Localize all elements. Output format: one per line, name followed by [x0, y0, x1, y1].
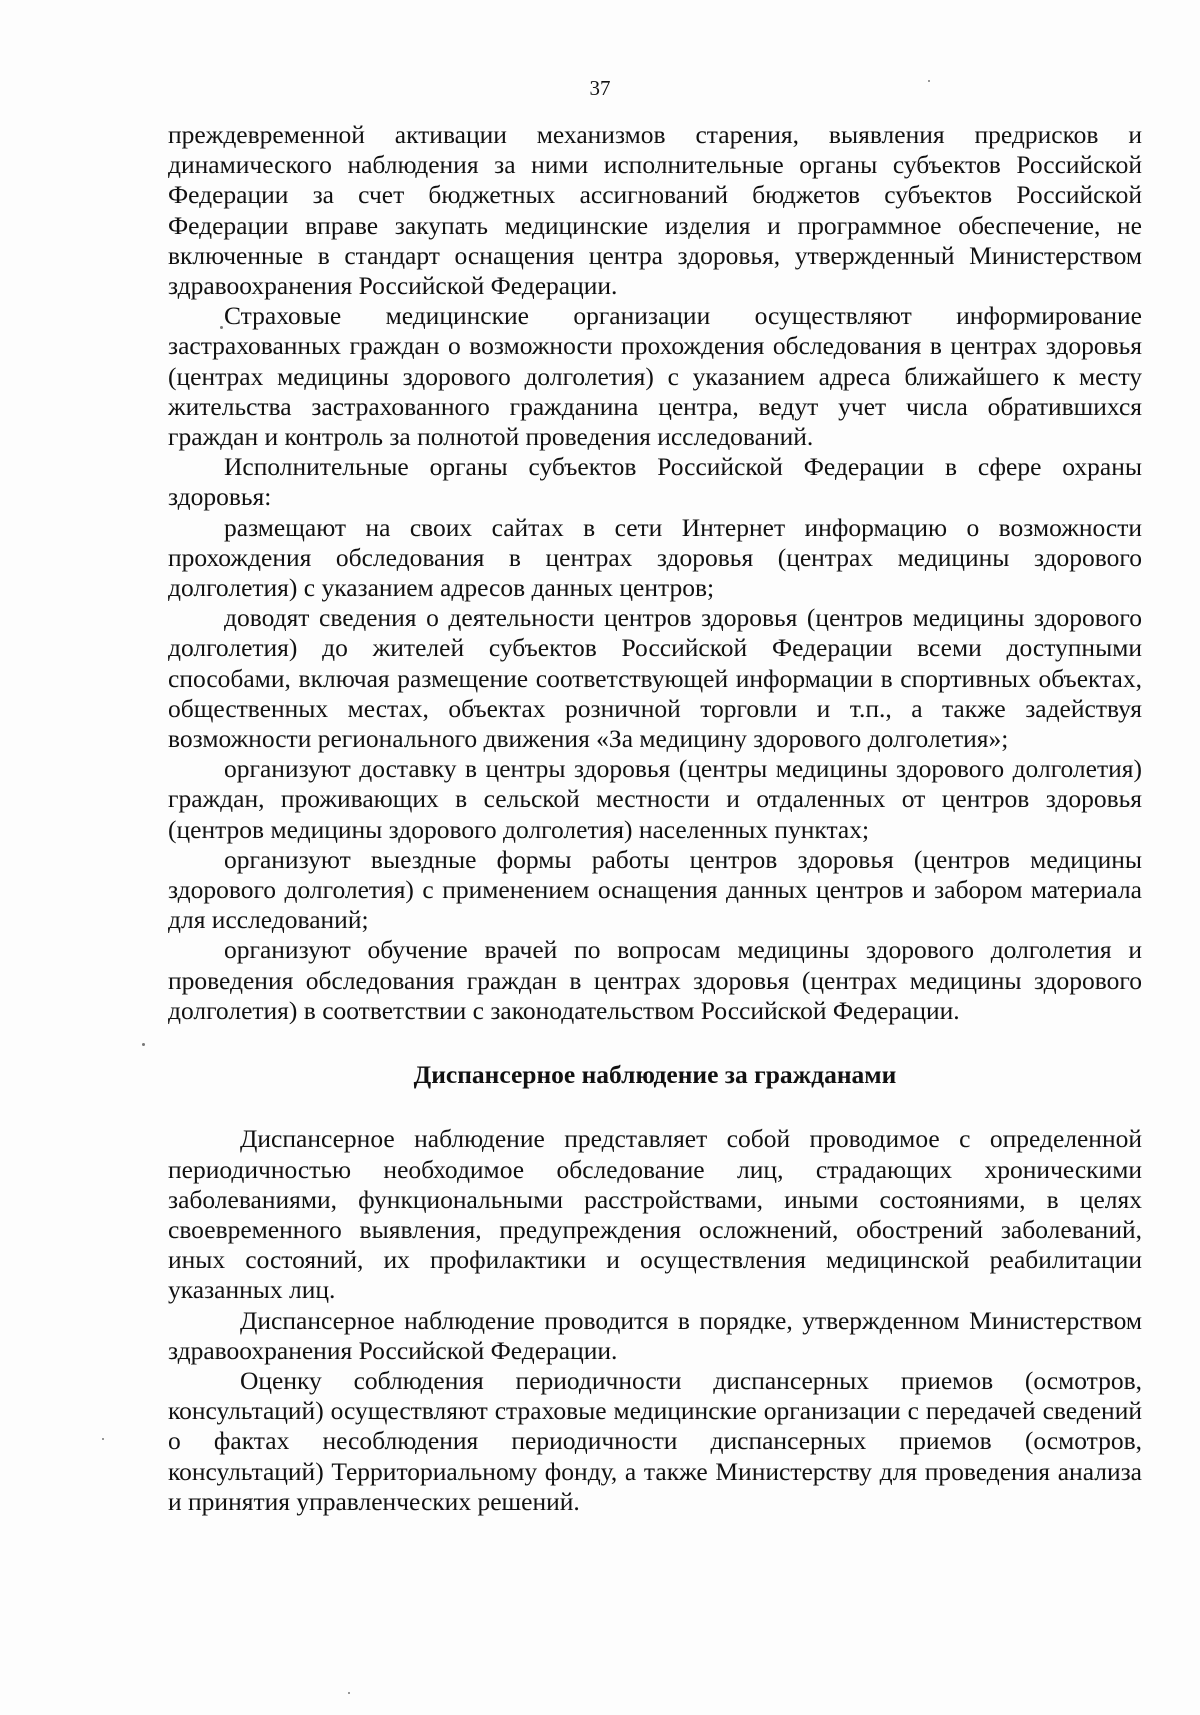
paragraph-insurance-organizations: Страховые медицинские организации осуществляют информирование застрахованных граждан о возможности прохождения обследования в центрах здоровья (центрах медицины здорового долголетия) с указанием адреса ближайшего к месту жительства застрахованного гражданина центра, ведут учет числа обратившихся граждан и контроль за полнотой проведения исследований. — [168, 301, 1142, 452]
scan-speck — [220, 326, 223, 329]
list-item-inform-residents: доводят сведения о деятельности центров здоровья (центров медицины здорового долголетия) до жителей субъектов Российской Федерации всеми доступными способами, включая размещение соответствующей информации в спортивных объектах, общественных местах, объектах розничной торговли и т.п., а также задействуя возможности регионального движения «За медицину здорового долголетия»; — [168, 603, 1142, 754]
paragraph-executive-bodies: Исполнительные органы субъектов Российской Федерации в сфере охраны здоровья: — [168, 452, 1142, 512]
paragraph-dispensary-definition: Диспансерное наблюдение представляет собой проводимое с определенной периодичностью необходимое обследование лиц, страдающих хроническими заболеваниями, функциональными расстройствами, иными состояниями, в целях своевременного выявления, предупреждения осложнений, обострений заболеваний, иных состояний, их профилактики и осуществления медицинской реабилитации указанных лиц. — [168, 1124, 1142, 1305]
scan-speck — [348, 1692, 350, 1694]
section-dispensary — [168, 1124, 1142, 1517]
list-item-mobile-work: организуют выездные формы работы центров здоровья (центров медицины здорового долголетия) с применением оснащения данных центров и забором материала для исследований; — [168, 844, 1142, 935]
scan-speck — [102, 1438, 104, 1440]
document-body — [168, 120, 1142, 1517]
section-heading: Диспансерное наблюдение за гражданами — [413, 1060, 897, 1090]
list-item-websites: размещают на своих сайтах в сети Интернет информацию о возможности прохождения обследования в центрах здоровья (центрах медицины здорового долголетия) с указанием адресов данных центров; — [168, 512, 1142, 603]
paragraph-continuation: преждевременной активации механизмов старения, выявления предрисков и динамического наблюдения за ними исполнительные органы субъектов Российской Федерации за счет бюджетных ассигнований бюджетов субъектов Российской Федерации вправе закупать медицинские изделия и программное обеспечение, не включенные в стандарт оснащения центра здоровья, утвержденный Министерством здравоохранения Российской Федерации. — [168, 120, 1142, 301]
list-item-delivery: организуют доставку в центры здоровья (центры медицины здорового долголетия) граждан, проживающих в сельской местности и отдаленных от центров здоровья (центров медицины здорового долголетия) населенных пунктах; — [168, 754, 1142, 844]
paragraph-dispensary-assessment: Оценку соблюдения периодичности диспансерных приемов (осмотров, консультаций) осуществляют страховые медицинские организации с передачей сведений о фактах несоблюдения периодичности диспансерных приемов (осмотров, консультаций) Территориальному фонду, а также Министерству для проведения анализа и принятия управленческих решений. — [168, 1365, 1142, 1516]
list-item-training: организуют обучение врачей по вопросам медицины здорового долголетия и проведения обследования граждан в центрах здоровья (центрах медицины здорового долголетия) в соответствии с законодательством Российской Федерации. — [168, 935, 1142, 1025]
scan-speck — [928, 80, 930, 82]
scan-speck — [142, 1043, 145, 1046]
paragraph-dispensary-order: Диспансерное наблюдение проводится в порядке, утвержденном Министерством здравоохранения Российской Федерации. — [168, 1305, 1142, 1365]
page-number: 37 — [589, 76, 611, 100]
